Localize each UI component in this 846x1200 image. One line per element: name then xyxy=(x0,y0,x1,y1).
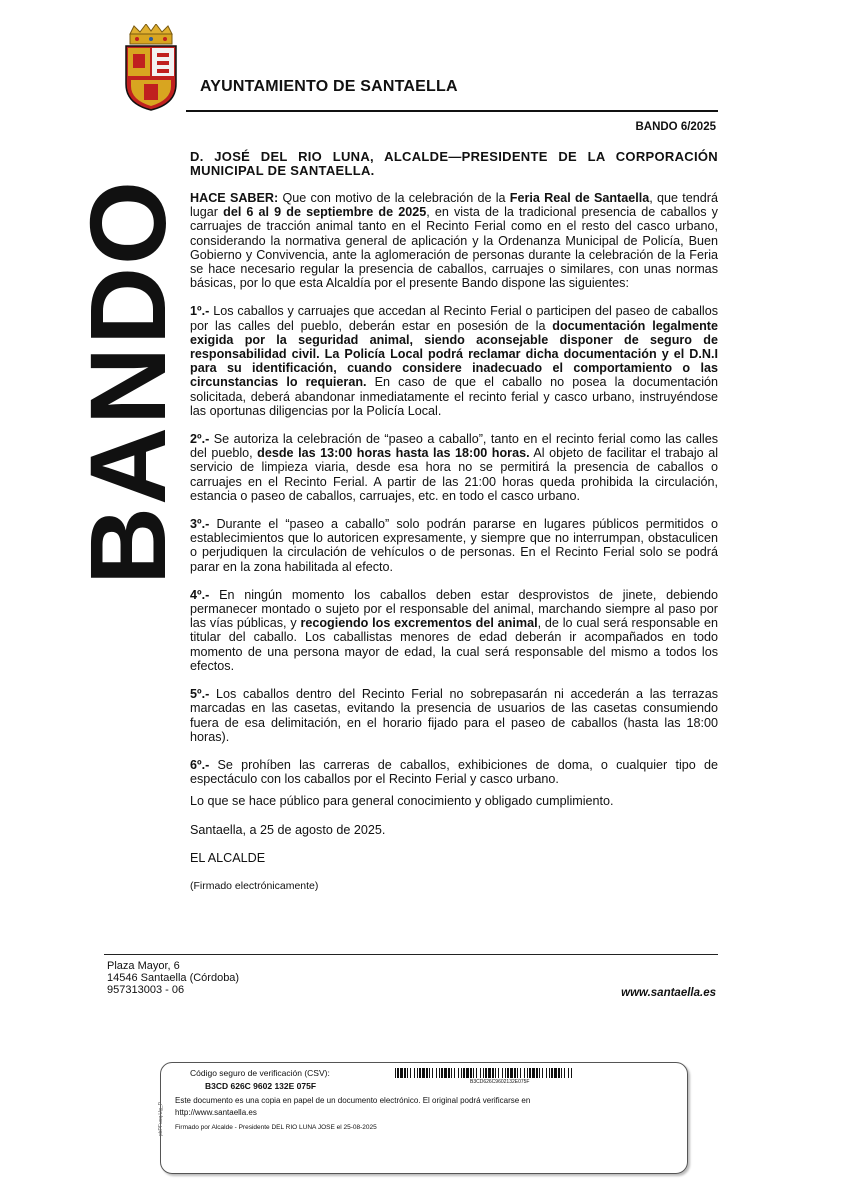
intro-text-3: , en vista de la tradicional presencia de caballos y carruajes de tracción animal tanto en el Recinto Ferial como en el resto del casco urbano, considerando la normativa general de aplicación y la Ordenanza Municipal de Policía, Buen Gobierno y Convivencia, ante la aglomeración de personas durante la celebración de la Feria se hace necesario regular la presencia de caballos, carruajes o similares, con unas normas básicas, por lo que esta Alcaldía por el presente Bando dispone las siguientes: xyxy=(190,205,718,291)
csv-verification-box xyxy=(160,1062,688,1174)
barcode-bar xyxy=(419,1068,421,1078)
barcode-bar xyxy=(407,1068,408,1078)
barcode-bar xyxy=(554,1068,557,1078)
rule-text: En ningún momento los caballos deben estar desprovistos de jinete, debiendo permanecer montado o sujeto por el responsable del animal, marchando siempre al paso por las vías públicas, y xyxy=(190,587,718,631)
barcode-bar xyxy=(517,1068,518,1078)
barcode-bar xyxy=(527,1068,528,1078)
barcode-bar xyxy=(454,1068,455,1078)
intro-bold-1: Feria Real de Santaella xyxy=(509,191,650,205)
rule-6 xyxy=(190,758,718,786)
csv-signed-by: Firmado por Alcalde - Presidente DEL RIO LUNA JOSE el 25-08-2025 xyxy=(175,1124,377,1131)
bando-number: BANDO 6/2025 xyxy=(635,121,716,133)
rule-text: Durante el “paseo a caballo” solo podrán pararse en lugares públicos permitidos o establecimientos que lo autoricen expresamente, y siempre que no interrumpan, obstaculicen o perjudiquen la circulación de vehículos o de personas. En el Recinto Ferial solo se podrá parar en la zona habilitada al efecto. xyxy=(190,517,718,574)
rule-number: 1º.- xyxy=(190,304,210,319)
barcode-bar xyxy=(476,1068,477,1078)
barcode-bar xyxy=(444,1068,447,1078)
barcode-bar xyxy=(520,1068,521,1078)
barcode-bar xyxy=(470,1068,472,1078)
phone-number: 957313003 - 06 xyxy=(107,984,185,996)
rule-text: Se prohíben las carreras de caballos, exhibiciones de doma, o cualquier tipo de espectáculo con los caballos por el Recinto Ferial y casco urbano. xyxy=(190,757,718,787)
barcode-bar xyxy=(426,1068,428,1078)
barcode-bar xyxy=(414,1068,415,1078)
side-bando-title: BANDO xyxy=(67,179,188,585)
barcode-bar xyxy=(466,1068,469,1078)
csv-verify-url[interactable]: http://www.santaella.es xyxy=(175,1108,257,1117)
barcode-bar xyxy=(510,1068,513,1078)
barcode-bar xyxy=(514,1068,516,1078)
barcode-bar xyxy=(404,1068,406,1078)
coat-of-arms-logo xyxy=(122,24,180,112)
document-body xyxy=(190,150,718,907)
barcode-bar xyxy=(551,1068,553,1078)
intro-paragraph xyxy=(190,191,718,290)
barcode-text: B3CD626C9602132E075F xyxy=(470,1079,530,1085)
barcode-bar xyxy=(417,1068,418,1078)
website-link[interactable]: www.santaella.es xyxy=(621,987,716,999)
barcode-bar xyxy=(524,1068,525,1078)
barcode-bar xyxy=(568,1068,569,1078)
closing-date: Santaella, a 25 de agosto de 2025. xyxy=(190,822,386,837)
barcode-bar xyxy=(483,1068,484,1078)
barcode-bar xyxy=(561,1068,562,1078)
barcode-bar xyxy=(429,1068,430,1078)
rule-number: 4º.- xyxy=(190,587,210,602)
barcode-bar xyxy=(439,1068,440,1078)
rule-number: 2º.- xyxy=(190,432,210,447)
closing-block xyxy=(190,794,718,893)
barcode-bar xyxy=(432,1068,433,1078)
barcode-bar xyxy=(410,1068,411,1078)
address-street: Plaza Mayor, 6 xyxy=(107,960,180,972)
barcode-bar xyxy=(549,1068,550,1078)
barcode-bar xyxy=(448,1068,450,1078)
barcode-bar xyxy=(558,1068,560,1078)
barcode-bar xyxy=(507,1068,509,1078)
footer-divider xyxy=(104,954,718,955)
barcode-bar xyxy=(473,1068,474,1078)
address-city: 14546 Santaella (Córdoba) xyxy=(107,972,240,984)
barcode-bar xyxy=(400,1068,403,1078)
rule-2 xyxy=(190,432,718,503)
organization-name: AYUNTAMIENTO DE SANTAELLA xyxy=(200,78,458,95)
rule-number: 6º.- xyxy=(190,757,210,772)
rule-text: , de lo cual será responsable en titular del caballo. Los caballistas menores de edad deberán ir acompañados en todo momento de una persona mayor de edad, la cual será responsable del mismo a todos los efectos. xyxy=(190,616,718,673)
barcode-bar xyxy=(463,1068,465,1078)
barcode-bar xyxy=(461,1068,462,1078)
barcode-bar xyxy=(458,1068,459,1078)
intro-text-1: Que con motivo de la celebración de la xyxy=(278,191,510,205)
rule-text: En caso de que el caballo no posea la documentación solicitada, deberá abandonar inmediatamente el recinto ferial y casco urbano, instruyéndose las oportunas diligencias por la Policía Local. xyxy=(190,375,719,418)
csv-notice: Este documento es una copia en papel de un documento electrónico. El original podrá verificarse en xyxy=(175,1096,531,1105)
signed-note: (Firmado electrónicamente) xyxy=(190,879,319,892)
rule-text: Los caballos dentro del Recinto Ferial no sobrepasarán ni accederán a las terrazas marcadas en las casetas, evitando la presencia de usuarios de las casetas consumiendo fuera de esa delimitación, en el horario fijado para el paseo de caballos (hasta las 18:00 horas). xyxy=(190,687,718,744)
barcode-bar xyxy=(495,1068,496,1078)
rule-1 xyxy=(190,304,718,418)
intro-text-2: , que tendrá lugar xyxy=(190,191,719,220)
rule-bold: desde las 13:00 horas hasta las 18:00 horas. xyxy=(257,446,530,461)
barcode-bar xyxy=(488,1068,491,1078)
rule-bold: recogiendo los excrementos del animal xyxy=(300,616,538,631)
barcode-bar xyxy=(505,1068,506,1078)
barcode-bar xyxy=(395,1068,396,1078)
barcode-bar xyxy=(441,1068,443,1078)
barcode-bar xyxy=(532,1068,535,1078)
header-divider xyxy=(186,110,718,112)
barcode-bar xyxy=(529,1068,531,1078)
rule-4 xyxy=(190,588,718,673)
csv-label: Código seguro de verificación (CSV): xyxy=(190,1068,330,1078)
barcode-bar xyxy=(451,1068,452,1078)
rule-number: 5º.- xyxy=(190,687,210,702)
barcode-bar xyxy=(539,1068,540,1078)
barcode-bar xyxy=(546,1068,547,1078)
barcode-bar xyxy=(536,1068,538,1078)
barcode-bar xyxy=(571,1068,572,1078)
rule-5 xyxy=(190,687,718,744)
rule-bold: documentación legalmente exigida por la seguridad animal, siendo aconsejable disponer de seguro de responsabilidad civil. La Policía Local podrá reclamar dicha documentación y el D.N.I para su identificación, cuando considere inadecuado el comportamiento o las circunstancias lo requieran. xyxy=(190,318,718,390)
closing-line: Lo que se hace público para general conocimiento y obligado cumplimiento. xyxy=(190,794,614,809)
barcode-bar xyxy=(436,1068,437,1078)
rule-text: Se autoriza la celebración de “paseo a caballo”, tanto en el recinto ferial como las calles del pueblo, xyxy=(190,432,718,461)
barcode-bar xyxy=(564,1068,565,1078)
barcode-bar xyxy=(502,1068,503,1078)
barcode-bar xyxy=(485,1068,487,1078)
rule-number: 3º.- xyxy=(190,517,210,532)
barcode-bar xyxy=(498,1068,499,1078)
rule-text: Los caballos y carruajes que accedan al Recinto Ferial o participen del paseo de caballos por las calles del pueblo, deberán estar en posesión de la xyxy=(190,304,718,333)
csv-vertical-ref: pbPFusq.Ug_P xyxy=(158,1102,164,1136)
footer-address xyxy=(107,960,239,996)
intro-bold-2: del 6 al 9 de septiembre de 2025 xyxy=(223,205,427,220)
intro-lead: HACE SABER: xyxy=(190,191,279,205)
rule-3 xyxy=(190,517,718,574)
rule-text: Al objeto de facilitar el trabajo al servicio de limpieza viaria, desde esa hora no se permitirá la presencia de caballos o carruajes en el Recinto Ferial. A partir de las 21:00 horas queda prohibida la circulación, estancia o paseo de caballos, carruajes, etc. en todo el casco urbano. xyxy=(190,446,718,503)
barcode-bar xyxy=(542,1068,543,1078)
csv-code: B3CD 626C 9602 132E 075F xyxy=(205,1081,317,1091)
barcode-bar xyxy=(397,1068,399,1078)
barcode-bar xyxy=(492,1068,494,1078)
barcode-bar xyxy=(480,1068,481,1078)
addressee: D. JOSÉ DEL RIO LUNA, ALCALDE—PRESIDENTE DE LA CORPORACIÓN MUNICIPAL DE SANTAELLA. xyxy=(190,149,718,178)
barcode-image xyxy=(395,1068,575,1078)
barcode-bar xyxy=(422,1068,425,1078)
signer-title: EL ALCALDE xyxy=(190,850,266,865)
